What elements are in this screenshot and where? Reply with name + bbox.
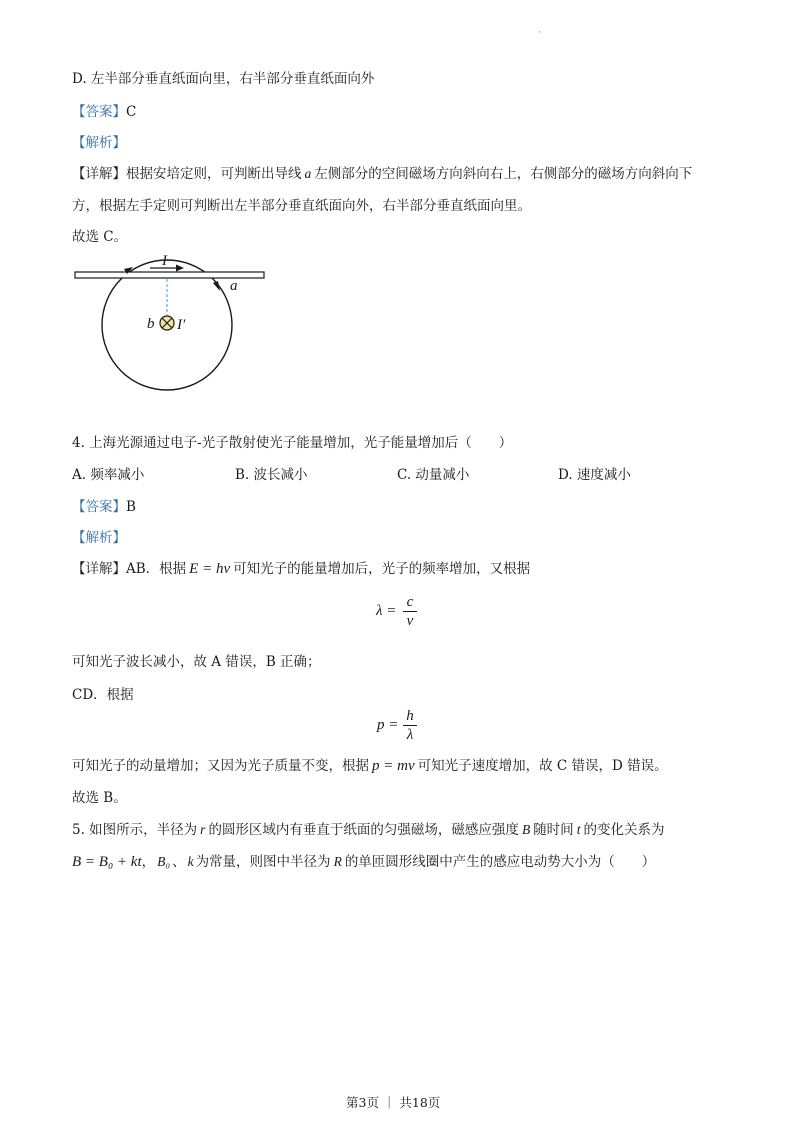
label-I-prime: I′ [177,317,186,333]
answer-tag: 【答案】 [72,104,126,120]
q3-detail-line1 [72,162,692,182]
energy-formula: E = hν [189,561,231,577]
field-formula: B = B₀ + kt [72,854,142,870]
q4-option-c: C. 动量减小 [397,467,470,483]
fraction-bar [403,725,417,726]
q4-option-b: B. 波长减小 [235,467,308,483]
q4-stem: 4. 上海光源通过电子-光子散射使光子能量增加，光子能量增加后（ ） [72,435,513,451]
eq1-numerator: c [406,594,414,610]
q3-option-d: D. 左半部分垂直纸面向里，右半部分垂直纸面向外 [72,71,375,87]
stem-text: 5. 如图所示，半径为 [72,822,198,838]
var-B0: B₀ [157,854,171,869]
var-B: B [521,822,531,837]
detail-text: AB．根据 [126,561,187,577]
label-a: a [230,278,238,294]
q4-line-after-eq2 [72,754,668,775]
fraction-bar [403,611,417,612]
circle-arrow-right [213,281,220,291]
q3-figure [70,250,270,395]
eq1-denominator: ν [406,613,414,629]
q4-cd-line: CD．根据 [72,687,134,703]
eq1-fraction [403,594,417,629]
detail-text: 可知光子速度增加，故 C 错误，D 错误。 [417,758,668,774]
momentum-formula: p = mv [372,758,415,774]
answer-tag: 【答案】 [72,499,126,515]
var-k: k [187,854,194,869]
page-dot: · [538,28,541,38]
stem-text: 的变化关系为 [583,822,665,838]
eq1-lhs: λ = [376,603,397,619]
q5-stem-line1 [72,818,664,838]
q3-analysis-tag: 【解析】 [72,135,126,151]
var-r: r [200,822,206,837]
answer-value: C [126,104,137,120]
q4-analysis-tag: 【解析】 [72,530,126,546]
page-footer: 第3页 ｜ 共18页 [346,1095,441,1110]
q5-stem-line2 [72,850,655,871]
answer-value: B [126,499,136,515]
stem-text: 的单匝圆形线圈中产生的感应电动势大小为（ ） [344,854,656,870]
eq2-numerator: h [406,708,414,724]
detail-tag: 【详解】 [72,561,126,577]
q3-answer-line [72,100,136,120]
label-b: b [147,316,155,332]
eq2-denominator: λ [406,727,414,743]
q4-line-after-eq1: 可知光子波长减小，故 A 错误，B 正确； [72,654,321,670]
var-t: t [576,822,581,837]
q4-detail-ab [72,557,530,578]
detail-text: 左侧部分的空间磁场方向斜向右上，右侧部分的磁场方向斜向下 [314,166,693,182]
detail-text: 可知光子的能量增加后，光子的频率增加，又根据 [233,561,531,577]
q4-option-a: A. 频率减小 [72,467,145,483]
detail-tag: 【详解】 [72,166,126,182]
q4-conclusion: 故选 B。 [72,790,127,806]
stem-text: 的圆形区域内有垂直于纸面的匀强磁场，磁感应强度 [208,822,519,838]
current-arrow-head [176,265,184,272]
var-a: a [304,166,312,181]
stem-text: ， [141,854,156,870]
var-R: R [333,854,342,869]
q4-option-d: D. 速度减小 [558,467,631,483]
stem-text: 为常量，则图中半径为 [195,854,331,870]
detail-text: 根据安培定则，可判断出导线 [126,166,302,182]
stem-text: 、 [172,854,186,870]
q4-answer-line [72,495,136,515]
eq2-lhs: p = [377,717,399,733]
eq2-fraction [403,708,417,743]
detail-text: 可知光子的动量增加；又因为光子质量不变，根据 [72,758,369,774]
label-I: I [162,253,167,269]
stem-text: 随时间 [533,822,574,838]
q3-detail-line2: 方，根据左手定则可判断出左半部分垂直纸面向外，右半部分垂直纸面向里。 [72,198,531,214]
q3-conclusion: 故选 C。 [72,229,128,245]
